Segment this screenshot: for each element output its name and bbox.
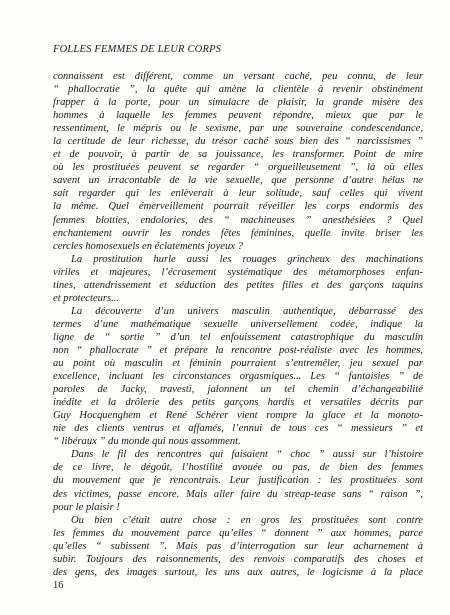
text-line: viriles et majeures, l’écrasement systématique des métamorphoses enfan-	[53, 266, 423, 278]
body-text	[53, 70, 423, 579]
text-line: pour le plaisir !	[53, 501, 120, 513]
text-line: du mouvement que je rencontrais. Leur justification : les prostituées sont	[53, 475, 423, 487]
text-line: des victimes, passe encore. Mais aller faire du streap-tease sans “ raison ”,	[53, 488, 423, 500]
text-line: et de pouvoir, à partir de sa jouissance, les transformer. Point de mire	[53, 149, 423, 161]
text-line: où les prostituées peuvent se regarder “ orgueilleusement ”, là où elles	[53, 162, 423, 174]
text-line: nie des clients ventrus et affamés, l’ennui de tous ces “ messieurs ” et	[53, 423, 423, 435]
text-line: cercles homosexuels en éclatements joyeux ?	[53, 240, 243, 252]
text-line: “ phallocratie ”, la quête qui amène la clientèle à revenir obstinément	[53, 84, 423, 96]
text-line: la certitude de leur richesse, du trésor caché sous bien des “ narcissismes ”	[53, 136, 423, 148]
text-line: Ou bien c’était autre chose : en gros les prostituées sont contre	[71, 514, 423, 526]
text-line: de ce livre, le dégoût, l’hostilité avouée ou pas, de bien des femmes	[53, 462, 423, 474]
text-line: et protecteurs...	[53, 292, 120, 304]
text-line: tines, attendrissement et séduction des petites filles et des garçons taquins	[53, 279, 423, 291]
text-line: Dans le fil des rencontres qui faisaient “ choc ” aussi sur l’histoire	[71, 449, 423, 461]
text-line: frapper à la porte, pour un simulacre de plaisir, la grande misère des	[53, 97, 423, 109]
text-line: excellence, incluant les circonstances orgasmiques... Les “ fantaisies ” de	[53, 371, 423, 383]
text-line: les femmes du mouvement parce qu’elles “ donnent ” aux hommes, parce	[53, 527, 423, 539]
text-line: sait regarder qui les enlèverait à leur solitude, sauf celles qui vivent	[53, 188, 423, 200]
text-line: enchantement ouvrir les rondes fêtes féminines, quelle invite briser les	[53, 227, 423, 239]
text-line: hommes à laquelle les femmes peuvent répondre, mieux que par le	[53, 110, 423, 122]
text-line: la même. Quel émerveillement pourrait réveiller les corps endormis des	[53, 201, 423, 213]
text-line: “ libéraux ” du monde qui nous assomment.	[53, 436, 241, 448]
text-line: qu’elles “ subissent ”. Mais pas d’interrogation sur leur acharnement à	[53, 540, 423, 552]
text-line: femmes blotties, endolories, des “ machineuses ” anesthésiées ? Quel	[53, 214, 423, 226]
text-line: des gens, des images surtout, les uns aux autres, le logicisme à la place	[53, 566, 423, 578]
text-line: au point où masculin et féminin pourraient s’entremêler, jeu sexuel par	[53, 358, 423, 370]
text-line: paroles de Jacky, travesti, jalonnent un tel chemin d’échangeabilité	[53, 384, 423, 396]
text-line: subir. Toujours des raisonnements, des renvois comparatifs des choses et	[53, 553, 423, 565]
text-line: savent un irracontable de la vie sexuelle, que personne d’autre hélas ne	[53, 175, 423, 187]
text-line: non “ phallocrate ” et prépare la rencontre post-réaliste avec les hommes,	[53, 344, 423, 356]
text-line: ligne de “ sortie ” d’un tel enfouissement catastrophique du masculin	[53, 331, 423, 343]
text-line: inédite et la drôlerie des petits garçons hardis et versatiles décrits par	[53, 397, 423, 409]
text-line: termes d’une mathématique sexuelle universellement codée, indique la	[53, 318, 423, 330]
text-line: connaissent est différent, comme un versant caché, peu connu, de leur	[53, 71, 423, 82]
text-line: ressentiment, le mépris ou le sexisme, par une souveraine condescendance,	[53, 123, 423, 135]
text-line: La prostitution hurle aussi les rouages grincheux des machinations	[71, 253, 423, 265]
running-head: FOLLES FEMMES DE LEUR CORPS	[53, 44, 222, 55]
text-line: Guy Hocquenghem et René Schérer vient rompre la glace et la monoto-	[53, 410, 423, 422]
page-number: 16	[53, 580, 64, 591]
text-line: La découverte d’un univers masculin authentique, débarrassé des	[71, 305, 423, 317]
